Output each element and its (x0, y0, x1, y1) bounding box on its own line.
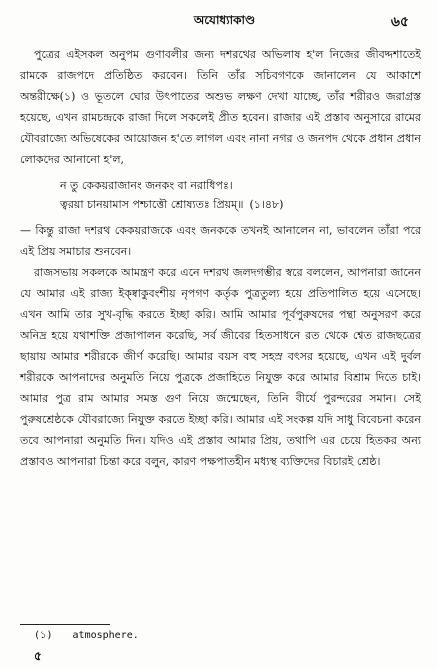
verse-line-1: ন তু কেকয়রাজানং জনকং বা নরাধিপঃ। (60, 179, 233, 192)
paragraph-2: — কিন্তু রাজা দশরথ কেকয়রাজকে এবং জনককে তখনই আনালেন না, ভাবলেন তাঁরা পরে এই প্রিয় সমাচার শুনবেন। (20, 224, 421, 258)
paragraph-1: পুত্রের এইসকল অনুপম গুণাবলীর জন্য দশরথের অভিলাষ হ'ল নিজের জীবদ্দশাতেই রামকে রাজপদে প্রতিষ্ঠিত করবেন। তিনি তাঁর সচিবগণকে জানালেন যে আকাশে অন্তরীক্ষে(১) ও ভূতলে ঘোর উৎপাতের অশুভ লক্ষণ দেখা যাচ্ছে, তাঁর শরীরও জরাগ্রস্ত হয়েছে, এখন রামচন্দ্রকে রাজা দিলে সকলেই প্রীত হবেন। রাজার এই প্রস্তাব অনুসারে রামের যৌবরাজ্যে অভিষেকের আয়োজন হ'তে লাগল এবং নানা নগর ও জনপদ থেকে প্রধান প্রধান লোকদের আনানো হ'ল, (20, 48, 421, 166)
verse-line-2 (60, 195, 421, 214)
footnote (34, 628, 139, 645)
page-header (40, 10, 409, 30)
sanskrit-verse (60, 176, 421, 214)
signature-mark: ৫ (34, 649, 42, 663)
footnote-mark: (১) (34, 630, 53, 641)
footnote-text: atmosphere. (72, 630, 139, 641)
body-text (20, 44, 421, 472)
paragraph-3: রাজসভায় সকলকে আমন্ত্রণ করে এনে দশরথ জলদগম্ভীর স্বরে বললেন, আপনারা জানেন যে আমার এই রাজ্য ইক্ষ্বাকুবংশীয় নৃপগণ কর্তৃক পুত্রতুল্য হয়ে প্রতিপালিত হয়ে এসেছে। এখন আমি তার সুখ-বৃদ্ধি করতে ইচ্ছা করি। আমি আমার পূর্বপুরুষদের পন্থা অনুসরণ করে অনিদ্র হয়ে যথাশক্তি প্রজাপালন করেছি, সর্ব জীবের হিতসাধনে রত থেকে শ্বেত রাজছত্রের ছায়ায় আমার শরীরকে জীর্ণ করেছি। আমার বয়স বহু সহস্র বৎসর হয়েছে, এখন এই দুর্বল শরীরকে আপনাদের অনুমতি নিয়ে পুত্রকে প্রজাহিতে নিযুক্ত করে আমার বিশ্রাম দিতে চাই। আমার পুত্র রাম আমার সমস্ত গুণ নিয়ে জন্মেছেন, তিনি বীর্যে পুরন্দরের সমান। সেই পুরুষশ্রেষ্ঠকে যৌবরাজ্যে নিযুক্ত করতে ইচ্ছা করি। আমার এই সংকল্প যদি সাধু বিবেচনা করেন তবে আপনারা অনুমতি দিন। যদিও এই প্রস্তাব আমার প্রিয়, তথাপি এর চেয়ে হিতকর অন্য প্রস্তাবও আপনারা চিন্তা করে বলুন, কারণ পক্ষপাতহীন মধ্যস্থ ব্যক্তিদের বিচারই শ্রেষ্ঠ। (20, 266, 421, 468)
verse-line-2-text: ত্বরয়া চানয়ামাস পশ্চাত্তৌ শ্রোষ্যতঃ প্রিয়ম্॥ (60, 198, 244, 211)
page-number: ৬৫ (390, 14, 409, 30)
footnote-divider (20, 624, 110, 625)
verse-number: (১।৪৮) (249, 198, 284, 211)
running-head: অযোধ্যাকাণ্ড (193, 13, 256, 27)
